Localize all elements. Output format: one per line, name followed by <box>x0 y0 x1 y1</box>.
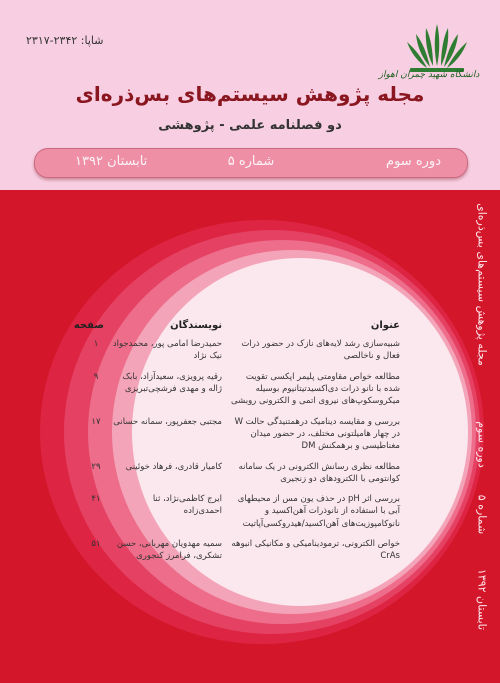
toc-row-authors: ایرج کاظمی‌نژاد، ثنا احمدی‌زاده <box>152 494 222 517</box>
table-of-contents <box>73 320 400 571</box>
toc-row-authors: سمیه مهدویان مهربانی، حسن تشکری، فرامرز کنجوری <box>116 539 222 562</box>
toc-row-authors: حمیدرضا امامی پور، محمدجواد نیک نژاد <box>112 339 222 362</box>
issue-season: تابستان ۱۳۹۲ <box>75 154 148 169</box>
toc-row-title: خواص الکترونی، ترمودینامیکی و مکانیکی انبوهه CrAs <box>231 539 400 562</box>
journal-subtitle: دو فصلنامه علمی - پژوهشی <box>158 118 342 133</box>
toc-row-title: شبیه‌سازی رشد لایه‌های نازک در حضور ذرات فعال و ناخالصی <box>241 339 400 362</box>
toc-header-page: صفحه <box>73 320 104 331</box>
toc-row-page: ۴۱ <box>91 494 101 505</box>
toc-row-title: بررسی و مقایسه دینامیک درهمتنیدگی حالت W در چهار هامیلتونی مختلف، در حضور میدان مغناطیسی و برهمکنش DM <box>234 416 400 452</box>
toc-header-title: عنوان <box>370 320 400 331</box>
logo-text: دانشگاه شهید چمران اهواز <box>378 70 480 80</box>
toc-row <box>90 371 400 408</box>
toc-row-title: مطالعه نظری رسانش الکترونی در یک سامانه کوانتومی با الکترودهای دو زنجیری <box>238 461 400 484</box>
toc-row-page: ۱۷ <box>91 416 101 427</box>
toc-row <box>90 416 400 453</box>
toc-row <box>90 461 400 486</box>
issue-number: شماره ۵ <box>227 154 275 169</box>
toc-row-title: مطالعه خواص مقاومتی پلیمر اپکسی تقویت شده با نانو ذرات دی‌اکسیدتیتانیوم بوسیله میکروسکوپ‌های نیروی اتمی و الکترونی روبشی <box>231 371 400 407</box>
spine-volume: دوره سوم <box>475 421 489 468</box>
toc-row <box>90 338 400 363</box>
toc-header <box>73 320 400 338</box>
toc-row-page: ۲۹ <box>91 461 101 472</box>
spine-text <box>467 203 497 648</box>
issue-volume: دوره سوم <box>386 154 441 169</box>
toc-row-authors: مجتبی جعفرپور، سمانه حسانی <box>113 416 222 427</box>
spine-journal: مجله پژوهش سیستم‌های بس‌ذره‌ای <box>475 203 489 366</box>
toc-row-page: ۱ <box>93 339 99 349</box>
toc-header-authors: نویسندگان <box>170 320 222 331</box>
toc-row-authors: رقیه پرویزی، سعیدآزاد، بابک ژاله و مهدی فرشچی‌تبریزی <box>122 371 222 394</box>
toc-row <box>90 493 400 530</box>
issn-label: شاپا: ۲۳۴۲-۲۳۱۷ <box>26 34 104 47</box>
journal-title: مجله پژوهش سیستم‌های بس‌ذره‌ای <box>75 82 425 106</box>
toc-row-page: ۵۱ <box>91 539 101 550</box>
spine-season: تابستان ۱۳۹۲ <box>475 568 489 631</box>
toc-row <box>90 538 400 563</box>
toc-row-page: ۹ <box>93 371 99 382</box>
toc-row-authors: کامیار قادری، فرهاد خوئینی <box>125 461 222 472</box>
toc-row-title: بررسی اثر pH در حذف یون مس از محیطهای آبی با استفاده از نانوذرات آهن‌اکسید و نانوکامپوزیت‌های آهن‌اکسید/هیدروکسی‌آپاتیت <box>237 494 400 529</box>
spine-number: شماره ۵ <box>475 494 489 535</box>
